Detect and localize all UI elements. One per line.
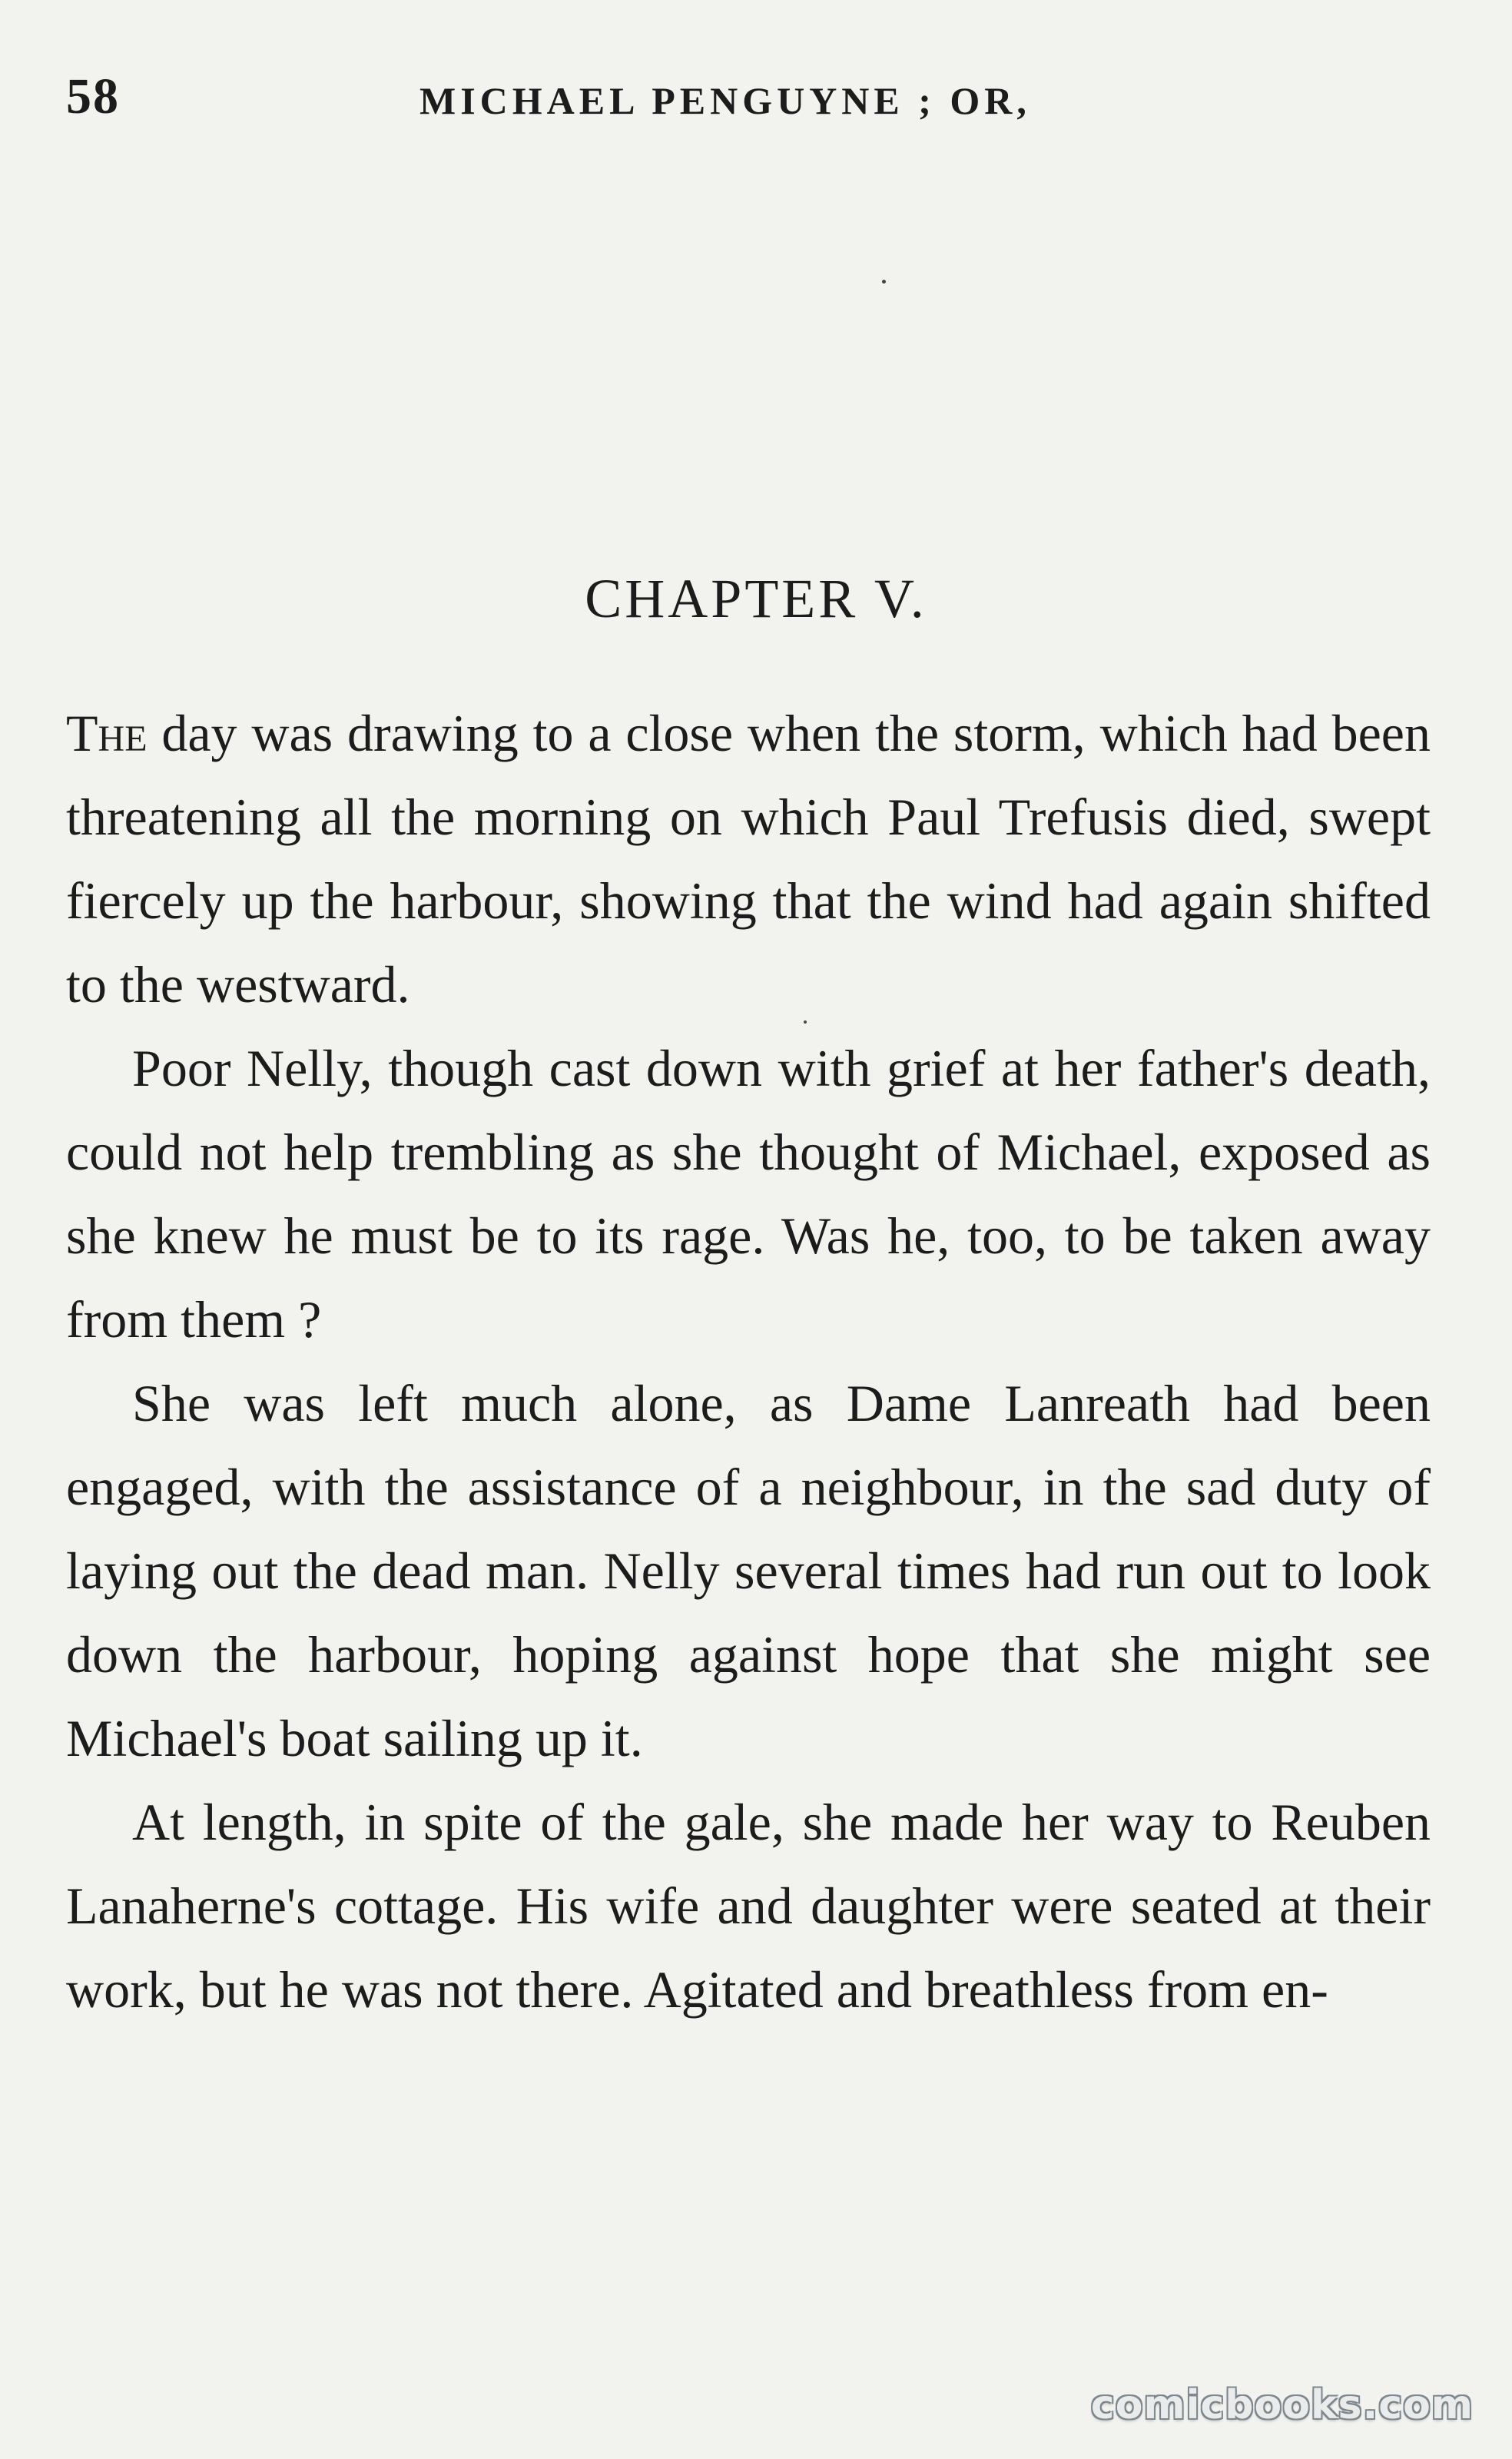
page-number: 58 (66, 68, 120, 124)
watermark: comicbooks.com (1090, 2382, 1474, 2428)
paragraph-text: day was drawing to a close when the storm, which had been threatening all the morning on which Paul Trefusis died, swept fiercely up the harbour, showing that the wind had again shifted to the westward. (66, 704, 1431, 1014)
paragraph: She was left much alone, as Dame Lanreath had been engaged, with the assistance of a neighbour, in the sad duty of laying out the dead man. Nelly several times had run out to look down the harbour, hoping against hope that she might see Michael's boat sailing up it. (66, 1374, 1431, 1767)
paragraph: At length, in spite of the gale, she made her way to Reuben Lanaherne's cottage. His wife and daughter were seated at their work, but he was not there. Agitated and breathless from en- (66, 1793, 1431, 2019)
paper-speck (882, 280, 886, 284)
paragraph-lead-word: The (66, 704, 148, 762)
page-header (66, 68, 1434, 137)
running-head: MICHAEL PENGUYNE ; OR, (419, 79, 1031, 122)
body-text (66, 692, 1431, 2032)
paragraph (66, 692, 1431, 1027)
paragraph: Poor Nelly, though cast down with grief at her father's death, could not help trembling as she thought of Michael, exposed as she knew he must be to its rage. Was he, too, to be taken away from them ? (66, 1039, 1431, 1349)
chapter-heading: CHAPTER V. (585, 568, 927, 629)
